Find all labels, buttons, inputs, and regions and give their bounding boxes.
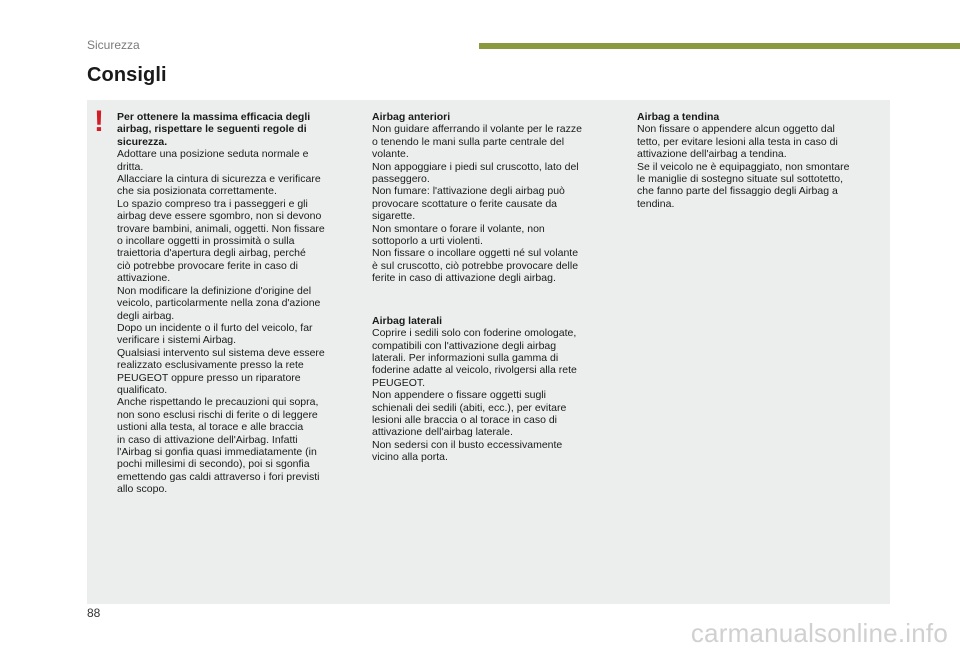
block-body-line: ustioni alla testa, al torace e alle braccia xyxy=(117,421,304,434)
advice-block xyxy=(117,111,353,496)
block-heading-line: Per ottenere la massima efficacia degli xyxy=(117,111,311,123)
section-accent-bar xyxy=(479,43,960,49)
block-body-line: emettendo gas caldi attraverso i fori previsti xyxy=(117,470,320,483)
column-front-side-airbags xyxy=(372,111,618,464)
advice-block xyxy=(372,111,618,285)
advice-block xyxy=(637,111,883,210)
block-body-line: che sia posizionata correttamente. xyxy=(117,185,277,198)
block-body-line: Se il veicolo ne è equipaggiato, non smontare xyxy=(637,160,850,173)
block-body-line: trovare bambini, animali, oggetti. Non fissare xyxy=(117,222,325,235)
block-body-line: schienali dei sedili (abiti, ecc.), per evitare xyxy=(372,401,567,414)
block-body-line: compatibili con l'attivazione degli airbag xyxy=(372,339,557,352)
block-body-line: realizzato esclusivamente presso la rete xyxy=(117,359,304,372)
block-body-line: foderine adatte al veicolo, rivolgersi alla rete xyxy=(372,364,577,377)
block-body-line: attivazione dell'airbag a tendina. xyxy=(637,148,787,161)
block-heading-line: Airbag a tendina xyxy=(637,111,720,123)
block-body-line: vicino alla porta. xyxy=(372,451,448,464)
block-heading-line: airbag, rispettare le seguenti regole di xyxy=(117,123,307,136)
block-body-line: traiettoria d'apertura degli airbag, perché xyxy=(117,247,306,260)
block-body-line: o tenendo le mani sulla parte centrale del xyxy=(372,135,565,148)
block-body-line: dritta. xyxy=(117,160,144,173)
advice-block xyxy=(372,315,618,464)
column-general-rules xyxy=(117,111,353,496)
section-label: Sicurezza xyxy=(87,38,140,52)
block-body-line: passeggero. xyxy=(372,173,430,186)
exclamation-icon: ! xyxy=(94,105,104,138)
block-body-line: ferite in caso di attivazione degli airbag. xyxy=(372,272,556,285)
block-body-line: tendina. xyxy=(637,197,675,210)
watermark: carmanualsonline.info xyxy=(690,618,948,648)
block-body-line: sigarette. xyxy=(372,210,416,223)
block-body-line: Dopo un incidente o il furto del veicolo, far xyxy=(117,321,313,334)
page-title: Consigli xyxy=(87,64,167,86)
block-body-line: Coprire i sedili solo con foderine omologate, xyxy=(372,327,577,340)
block-body-line: Qualsiasi intervento sul sistema deve essere xyxy=(117,346,325,359)
block-heading-line: sicurezza. xyxy=(117,135,168,148)
block-body-line: PEUGEOT. xyxy=(372,376,426,389)
block-heading-line: Airbag laterali xyxy=(372,314,443,327)
block-body-line: o incollare oggetti in prossimità o sulla xyxy=(117,235,295,248)
block-body-line: Non appendere o fissare oggetti sugli xyxy=(372,389,546,402)
block-heading-line: Airbag anteriori xyxy=(372,111,451,123)
block-body-line: non sono esclusi rischi di ferite o di leggere xyxy=(117,408,318,421)
block-body-line: Non fissare o appendere alcun oggetto dal xyxy=(637,123,835,136)
block-body-line: verificare i sistemi Airbag. xyxy=(117,334,237,347)
block-body-line: sottoporlo a urti violenti. xyxy=(372,235,483,248)
block-body-line: pochi millesimi di secondo), poi si sgonfia xyxy=(117,458,310,471)
block-body-line: attivazione dell'airbag laterale. xyxy=(372,426,513,439)
block-body-line: allo scopo. xyxy=(117,483,168,496)
block-body-line: Allacciare la cintura di sicurezza e verificare xyxy=(117,173,321,186)
block-body-line: ciò potrebbe provocare ferite in caso di xyxy=(117,259,298,272)
block-body-line: airbag deve essere sgombro, non si devono xyxy=(117,210,322,223)
page-number: 88 xyxy=(87,606,101,620)
block-body-line: in caso di attivazione dell'Airbag. Infatti xyxy=(117,433,298,446)
block-body-line: Non smontare o forare il volante, non xyxy=(372,222,545,235)
block-body-line: è sul cruscotto, ciò potrebbe provocare delle xyxy=(372,259,579,272)
block-body-line: degli airbag. xyxy=(117,309,175,322)
block-body-line: Adottare una posizione seduta normale e xyxy=(117,148,309,161)
block-body-line: Non modificare la definizione d'origine del xyxy=(117,284,312,297)
block-body-line: volante. xyxy=(372,148,409,161)
block-body-line: Non appoggiare i piedi sul cruscotto, lato del xyxy=(372,160,579,173)
block-body-line: Non sedersi con il busto eccessivamente xyxy=(372,438,563,451)
block-body-line: Anche rispettando le precauzioni qui sopra, xyxy=(117,396,319,409)
block-body-line: veicolo, particolarmente nella zona d'azione xyxy=(117,297,321,310)
block-body-line: lesioni alle braccia o al torace in caso di xyxy=(372,413,558,426)
block-body-line: tetto, per evitare lesioni alla testa in caso di xyxy=(637,135,838,148)
block-body-line: che fanno parte del fissaggio degli Airbag a xyxy=(637,185,838,198)
block-body-line: Non guidare afferrando il volante per le razze xyxy=(372,123,582,136)
block-body-line: provocare scottature o ferite causate da xyxy=(372,197,558,210)
block-body-line: laterali. Per informazioni sulla gamma di xyxy=(372,351,559,364)
block-body-line: le maniglie di sostegno situate sul sottotetto, xyxy=(637,173,844,186)
column-curtain-airbags xyxy=(637,111,883,210)
block-body-line: Lo spazio compreso tra i passeggeri e gli xyxy=(117,197,308,210)
block-body-line: PEUGEOT oppure presso un riparatore xyxy=(117,371,301,384)
block-body-line: attivazione. xyxy=(117,272,171,285)
block-body-line: Non fissare o incollare oggetti né sul volante xyxy=(372,247,579,260)
block-body-line: Non fumare: l'attivazione degli airbag può xyxy=(372,185,565,198)
block-body-line: qualificato. xyxy=(117,383,168,396)
block-body-line: l'Airbag si gonfia quasi immediatamente (in xyxy=(117,445,317,458)
